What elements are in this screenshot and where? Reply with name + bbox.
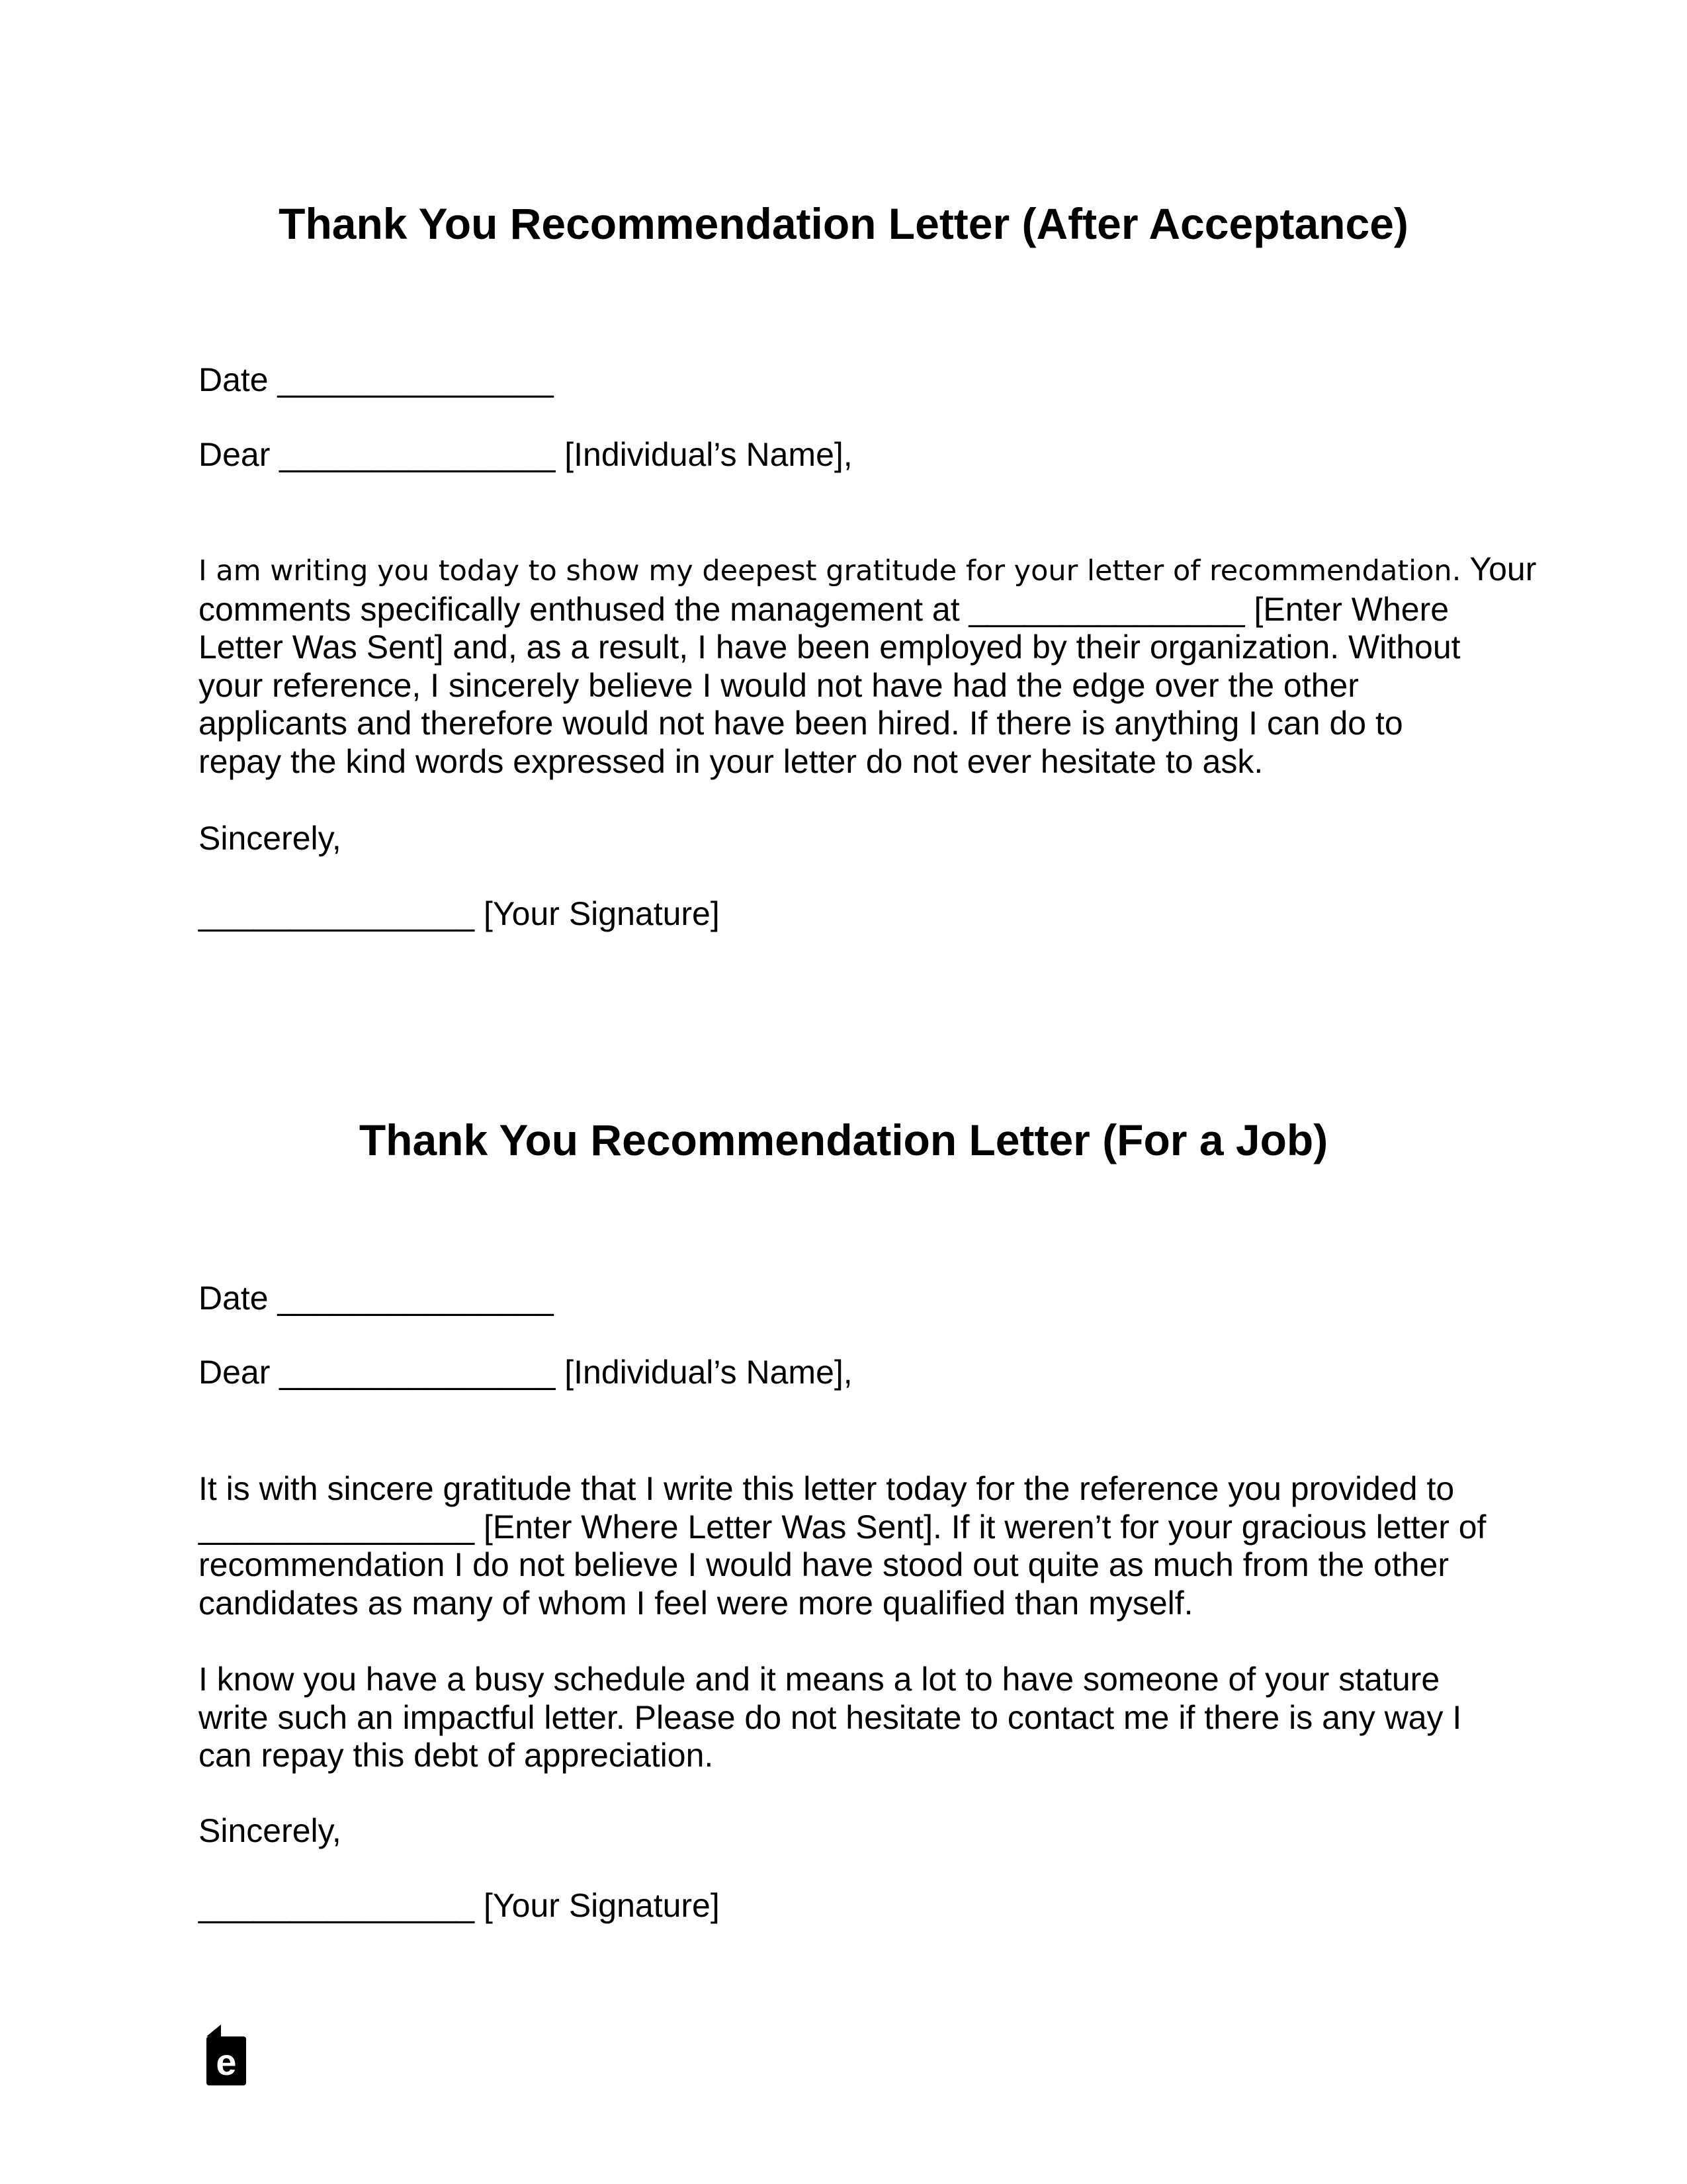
letter-title-after-acceptance: Thank You Recommendation Letter (After Acceptance) xyxy=(279,199,1408,248)
body-row: applicants and therefore would not have been hired. If there is anything I can do to xyxy=(198,705,1403,742)
body-row: candidates as many of whom I feel were more qualified than myself. xyxy=(198,1584,1193,1622)
body-row: recommendation I do not believe I would have stood out quite as much from the other xyxy=(198,1546,1449,1583)
body-row: Letter Was Sent] and, as a result, I have been employed by their organization. Without xyxy=(198,629,1461,666)
body-opening-sentence: I am writing you today to show my deepest gratitude for your letter of recommendation. xyxy=(198,554,1461,588)
date-line: Date _______________ xyxy=(198,1280,554,1317)
letter-body-paragraph xyxy=(198,1470,1486,1622)
svg-text:e: e xyxy=(216,2041,237,2083)
signature-line: _______________ [Your Signature] xyxy=(198,1887,720,1924)
closing-line: Sincerely, xyxy=(198,1812,341,1849)
body-row: write such an impactful letter. Please do not hesitate to contact me if there is any way I xyxy=(198,1698,1462,1736)
letter-title-for-a-job: Thank You Recommendation Letter (For a Job) xyxy=(359,1115,1328,1164)
date-line: Date _______________ xyxy=(198,361,554,398)
salutation-line: Dear _______________ [Individual’s Name], xyxy=(198,1354,853,1391)
letter-body-paragraph xyxy=(198,1661,1461,1775)
body-row: can repay this debt of appreciation. xyxy=(198,1737,714,1774)
closing-line: Sincerely, xyxy=(198,820,341,857)
body-row: your reference, I sincerely believe I would not have had the edge over the other xyxy=(198,666,1359,704)
salutation-line: Dear _______________ [Individual’s Name], xyxy=(198,436,853,473)
body-opening-continuation: Your xyxy=(1461,550,1537,588)
eforms-logo-icon xyxy=(206,2025,246,2085)
signature-line: _______________ [Your Signature] xyxy=(198,895,720,932)
body-row: It is with sincere gratitude that I write this letter today for the reference you provided to xyxy=(198,1470,1455,1507)
body-row: _______________ [Enter Where Letter Was Sent]. If it weren’t for your gracious letter of xyxy=(198,1508,1487,1546)
letter-body-paragraph xyxy=(198,550,1536,781)
body-row: I know you have a busy schedule and it means a lot to have someone of your stature xyxy=(198,1661,1440,1698)
body-row: comments specifically enthused the management at _______________ [Enter Where xyxy=(198,590,1449,628)
body-row: repay the kind words expressed in your letter do not ever hesitate to ask. xyxy=(198,742,1264,780)
